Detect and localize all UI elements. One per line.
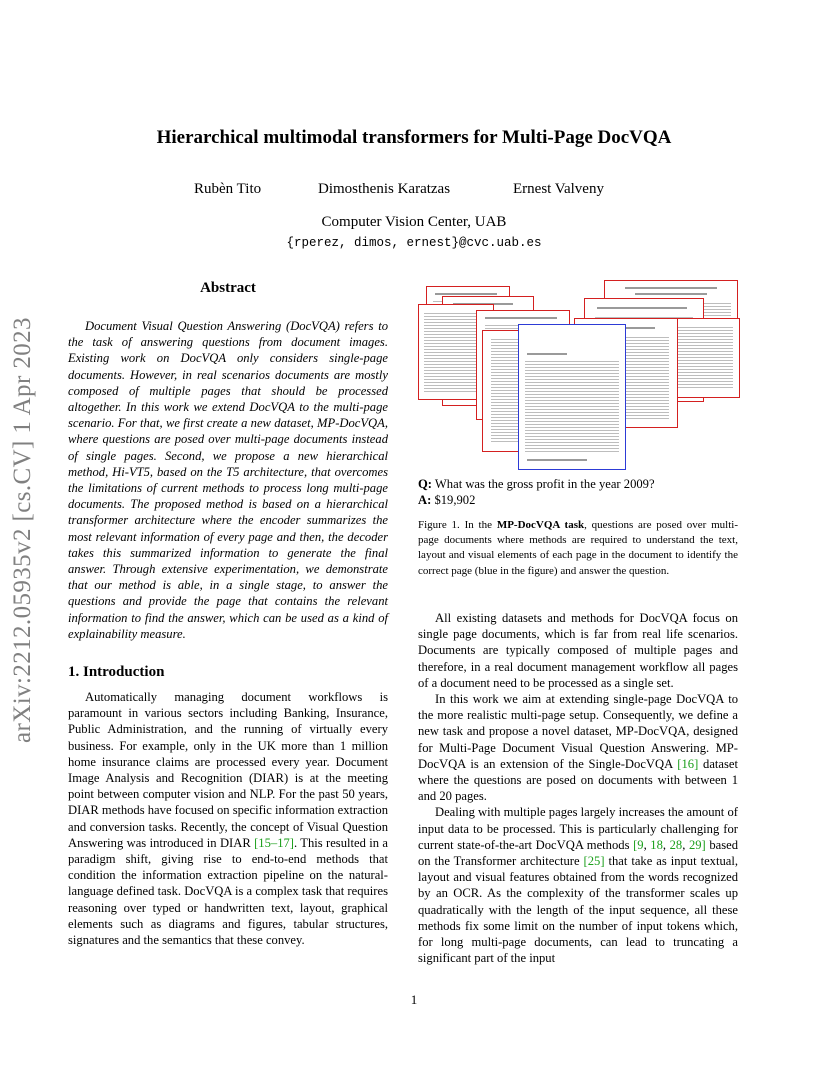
paragraph: All existing datasets and methods for DocVQA focus on single page documents, which is far from real life scenarios. Documents are typically composed of multiple pages and therefore, in a real document management workflow all pages of a document need to be processed as a single set.	[418, 611, 738, 690]
abstract-text	[68, 318, 388, 642]
arxiv-stamp: arXiv:2212.05935v2 [cs.CV] 1 Apr 2023	[9, 317, 36, 743]
paper-title: Hierarchical multimodal transformers for Multi-Page DocVQA	[156, 127, 672, 148]
citation-link[interactable]: [15–17]	[254, 835, 294, 850]
paragraph: Dealing with multiple pages largely increases the amount of input data to be processed. This is particularly challenging for current state-of-the-art DocVQA methods [9, 18, 28, 29] based on the Transformer architecture [25] that take as input textual, layout and visual features obtained from the words recognized by an OCR. As the complexity of the transformer scales up quadratically with the length of the input sequence, all these methods fix some limit on the number of input tokens which, for long multi-page documents, can lead to truncating a significant part of the input	[418, 805, 739, 966]
author-1: Rubèn Tito	[194, 181, 262, 197]
answer-document-page	[518, 324, 626, 470]
figure-answer: A: $19,902	[418, 493, 476, 507]
paragraph: In this work we aim at extending single-page DocVQA to the more realistic multi-page setup. Consequently, we define a new task and propose a novel dataset, MP-DocVQA, designed for Multi-Page Document Visual Question Answering. MP-DocVQA is an extension of the Single-DocVQA [16] dataset where the questions are posed on documents with between 1 and 20 pages.	[418, 692, 738, 804]
citation-link[interactable]: [16]	[677, 756, 699, 771]
author-2: Dimosthenis Karatzas	[318, 181, 451, 197]
abstract-paragraph: Document Visual Question Answering (DocVQA) refers to the task of answering questions from document images. Existing work on DocVQA only considers single-page documents. However, in real scenarios documents are mostly composed of multiple pages that should be processed altogether. In this work we extend DocVQA to the multi-page scenario. For that, we first create a new dataset, MP-DocVQA, where questions are posed over multi-page documents instead of single pages. Second, we propose a new hierarchical method, Hi-VT5, based on the T5 architecture, that overcomes the limitations of current methods to process long multi-page documents. The proposed method is based on a hierarchical transformer architecture where the encoder summarizes the most relevant information of every page and then, the decoder takes this summarized information to generate the final answer. Through extensive experimentation, we demonstrate that our method is able, in a single stage, to answer the questions and provide the page that contains the relevant information to find the answer, which can be used as a kind of explainability measure.	[68, 319, 388, 641]
introduction-text	[68, 689, 388, 948]
citation-link[interactable]: [9	[633, 837, 644, 852]
citation-link[interactable]: 18	[650, 837, 663, 852]
citation-link[interactable]: 28	[669, 837, 683, 852]
intro-paragraph-1: Automatically managing document workflows is paramount in various sectors including Banking, Insurance, Public Administration, and the running of virtually every business. For example, only in the UK more than 1 million home insurance claims are processed every year. Document Image Analysis and Recognition (DIAR) is at the meeting point between computer vision and NLP. For the past 50 years, DIAR methods have focused on specific information extraction and conversion tasks. Recently, the concept of Visual Question Answering was introduced in DIAR [15–17]. This resulted in a paradigm shift, giving rise to end-to-end methods that condition the information extraction pipeline on the natural-language defined task. DocVQA is a complex task that requires reasoning over typed or handwritten text, layout, graphical elements such as diagrams and figures, tabular structures, signatures and the semantics that these convey.	[68, 690, 389, 948]
figure-question: Q: What was the gross profit in the year 2009?	[418, 477, 655, 491]
figure-1-documents	[418, 280, 740, 472]
citation-link[interactable]: 29]	[688, 837, 706, 852]
citation-link[interactable]: [25]	[583, 854, 605, 869]
affiliation: Computer Vision Center, UAB	[321, 214, 507, 230]
right-column-text	[418, 610, 738, 966]
abstract-heading: Abstract	[200, 280, 256, 296]
email: {rperez, dimos, ernest}@cvc.uab.es	[286, 236, 542, 250]
section-heading-introduction: 1. Introduction	[68, 664, 165, 680]
author-3: Ernest Valveny	[513, 181, 604, 197]
page-number: 1	[410, 992, 418, 1007]
figure-caption: Figure 1. In the MP-DocVQA task, questions are posed over multi-page documents where methods are required to understand the text, layout and visual elements of each page in the document to identify the correct page (blue in the figure) and answer the question.	[418, 519, 738, 577]
